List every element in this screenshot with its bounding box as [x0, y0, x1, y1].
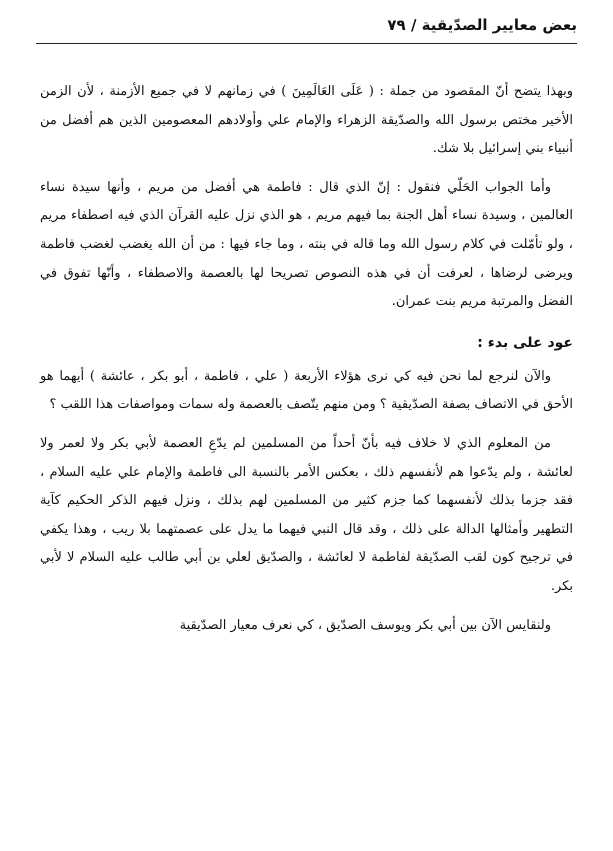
running-header: [36, 10, 577, 44]
paragraph-spacer: [40, 164, 573, 174]
paragraph-4: من المعلوم الذي لا خلاف فيه بأنّ أحداً من المسلمين لم يدّعِ العصمة لأبي بكر ولا لعمر ولا لعائشة ، ولم يدّعوا هم لأنفسهم ذلك ، بعكس الأمر بالنسبة الى فاطمة والإمام علي عليه السلام ، فقد جزما بذلك لأنفسهما كما جزم كثير من المسلمين لهم بذلك ، ونزل فيهم الذكر الحكيم كآية التطهير وأمثالها الدالة على ذلك ، وقد قال النبي فيهما ما يدل على عصمتهما بلا ريب ، وهذا يكفي في ترجيح كون لقب الصدّيقة لفاطمة لا لعائشة ، والصدّيق لعلي بن أبي طالب عليه السلام لا لأبي بكر.: [40, 435, 573, 594]
running-title: بعض معايير الصدّيقية / ٧٩: [387, 16, 577, 34]
paragraph-1: وبهذا يتضح أنّ المقصود من جملة : ( عَلَى العَالَمِينَ ) في زمانهم لا في جميع الأزمنة ، لأن الزمن الأخير مختص برسول الله والصدّيقة الزهراء والإمام علي وأولادهم المعصومين الذين هم أفضل من أنبياء بني إسرائيل بلا شك.: [40, 84, 573, 157]
page-content: [40, 78, 573, 640]
section-heading: عود على بدء :: [477, 334, 573, 351]
paragraph-spacer: [40, 420, 573, 430]
paragraph-2: وأما الجواب الحَلّي فنقول : إنّ الذي قال : فاطمة هي أفضل من مريم ، وأنها سيدة نساء العالمين ، وسيدة نساء أهل الجنة بما فيهم مريم ، هو الذي نزل عليه القرآن الذي فيه اصطفاء مريم ، ولو تأمّلت في كلام رسول الله وما قاله في بنته ، وما جاء فيها : من أن الله يغضب لغضب فاطمة ويرضى لرضاها ، لعرفت أن في هذه النصوص تصريحا لها بالعصمة والاصطفاء ، وأنّها تفوق في الفضل والمرتبة مريم بنت عمران.: [40, 179, 573, 310]
paragraph-5: ولنقايس الآن بين أبي بكر ويوسف الصدّيق ، كي نعرف معيار الصدّيقية: [179, 617, 551, 633]
paragraph-3: والآن لنرجع لما نحن فيه كي نرى هؤلاء الأربعة ( علي ، فاطمة ، أبو بكر ، عائشة ) أيهما هو الأحق في الاتصاف بصفة الصدّيقية ؟ ومن منهم يتّصف بالعصمة وله سمات ومواصفات هذا اللقب ؟: [40, 368, 573, 413]
paragraph-spacer: [40, 602, 573, 612]
